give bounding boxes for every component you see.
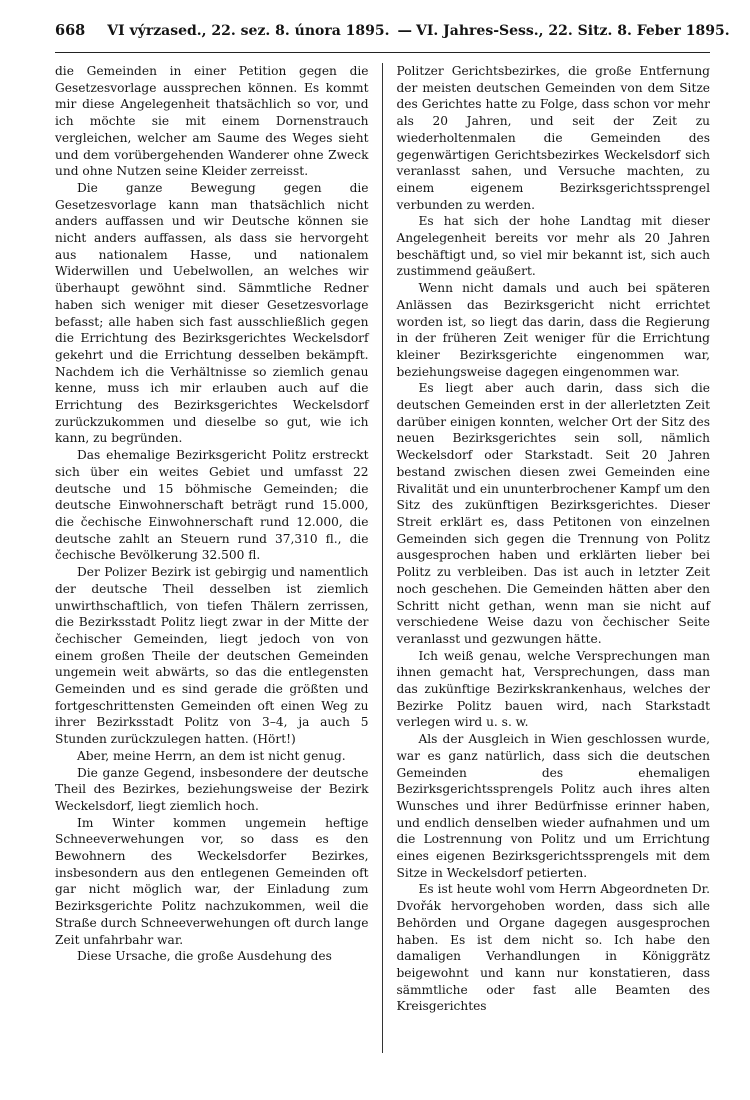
paragraph: Im Winter kommen ungemein heftige Schneeverwehungen vor, so dass es den Bewohnern des Weckelsdorfer Bezirkes, insbesondern aus den entlegenen Gemeinden oft gar nicht möglich war, der Einladung zum Bezirksgerichte Politz nachzukommen, weil die Straße durch Schneeverwehungen oft durch lange Zeit unfahrbahr war. (55, 815, 369, 947)
paragraph: die Gemeinden in einer Petition gegen die Gesetzesvorlage aussprechen können. Es kommt mir diese Angelegenheit thatsächlich so vor, und ich möchte sie mit einem Dornenstrauch vergleichen, welcher am Saume des Weges sieht und dem vorübergehenden Wanderer ohne Zweck und ohne Nutzen seine Kleider zerreisst. (55, 64, 369, 179)
paragraph: Aber, meine Herrn, an dem ist nicht genug. (77, 748, 346, 763)
paragraph: Wenn nicht damals und auch bei späteren Anlässen das Bezirksgericht nicht errichtet worden ist, so liegt das darin, dass die Regierung in der früheren Zeit weniger für die Errichtung kleiner Bezirksgerichte eingenommen war, beziehungsweise dagegen eingenommen war. (396, 281, 710, 379)
paragraph: Die ganze Gegend, insbesondere der deutsche Theil des Bezirkes, beziehungsweise der Bezirk Weckelsdorf, liegt ziemlich hoch. (55, 765, 369, 813)
paragraph: Die ganze Bewegung gegen die Gesetzesvorlage kann man thatsächlich nicht anders auffassen und wir Deutsche können sie nicht anders auffassen, als dass sie hervorgeht aus nationalem Hasse, und nationalem Widerwillen und Uebelwollen, an welches wir überhaupt gewöhnt sind. Sämmtliche Redner haben sich weniger mit dieser Gesetzesvorlage befasst; alle haben sich fast ausschließlich gegen die Errichtung des Bezirksgerichtes Weckelsdorf gekehrt und die Errichtung desselben bekämpft. Nachdem ich die Verhältnisse so ziemlich genau kenne, muss ich mir erlauben auch auf die Errichtung des Bezirksgerichtes Weckelsdorf zurückzukommen und dieselbe so gut, wie ich kann, zu begründen. (55, 180, 369, 446)
paragraph: Politzer Gerichtsbezirkes, die große Entfernung der meisten deutschen Gemeinden von dem Sitze des Gerichtes hatte zu Folge, dass schon vor mehr als 20 Jahren, und seit der Zeit zu wiederholtenmalen die Gemeinden des gegenwärtigen Gerichtsbezirkes Weckelsdorf sich veranlasst sahen, und Versuche machten, zu einem eigenem Bezirksgerichtssprengel verbunden zu werden. (396, 64, 710, 212)
right-column (396, 63, 710, 1073)
header-czech-session: VI výrzased., 22. sez. 8. února 1895. (107, 23, 390, 39)
column-divider (382, 63, 383, 1053)
paragraph: Diese Ursache, die große Ausdehung des (77, 949, 332, 964)
paragraph: Der Polizer Bezirk ist gebirgig und namentlich der deutsche Theil desselben ist ziemlich unwirthschaftlich, von tiefen Thälern zerrissen, die Bezirksstadt Politz liegt zwar in der Mitte der čechischer Gemeinden, liegt jedoch von von einem großen Theile der deutschen Gemeinden ungemein weit abwärts, so das die entlegensten Gemeinden und es sind gerade die größten und fortgeschrittensten Gemeinden oft einen Weg zu ihrer Bezirksstadt Politz von 3–4, ja auch 5 Stunden zurückzulegen hatten. (Hört!) (55, 565, 369, 747)
header-german-session: VI. Jahres-Sess., 22. Sitz. 8. Feber 1895. (416, 23, 730, 39)
paragraph: Es liegt aber auch darin, dass sich die deutschen Gemeinden erst in der allerletzten Zeit darüber einigen konnten, welcher Ort der Sitz des neuen Bezirksgerichtes sein soll, nämlich Weckelsdorf oder Starkstadt. Seit 20 Jahren bestand zwischen diesen zwei Gemeinden eine Rivalität und ein ununterbrochener Kampf um den Sitz des zukünftigen Bezirksgerichtes. Dieser Streit erklärt es, dass Petitonen von einzelnen Gemeinden sich gegen die Trennung von Politz ausgesprochen haben und erklärten lieber bei Politz zu verbleiben. Das ist auch in letzter Zeit noch geschehen. Die Gemeinden hätten aber den Schritt nicht gethan, wenn man sie nicht auf verschiedene Weise dazu von čechischer Seite veranlasst und gezwungen hätte. (396, 381, 710, 646)
header-separator: — (397, 22, 412, 39)
text-columns (55, 63, 710, 1073)
page-number: 668 (55, 22, 86, 39)
paragraph: Es hat sich der hohe Landtag mit dieser Angelegenheit bereits vor mehr als 20 Jahren beschäftigt und, so viel mir bekannt ist, sich auch zustimmend geäußert. (396, 214, 710, 279)
paragraph: Ich weiß genau, welche Versprechungen man ihnen gemacht hat, Versprechungen, dass man das zukünftige Bezirkskrankenhaus, welches der Bezirke Politz bauen wird, nach Starkstadt verlegen wird u. s. w. (396, 648, 710, 730)
running-header (55, 22, 730, 53)
paragraph: Das ehemalige Bezirksgericht Politz erstreckt sich über ein weites Gebiet und umfasst 22 deutsche und 15 böhmische Gemeinden; die deutsche Einwohnerschaft beträgt rund 15.000, die čechische Einwohnerschaft rund 12.000, die deutsche zahlt an Steuern rund 37,310 fl., die čechische Bevölkerung 32.500 fl. (55, 448, 369, 563)
left-column (55, 63, 369, 1073)
paragraph: Es ist heute wohl vom Herrn Abgeordneten Dr. Dvořák hervorgehoben worden, dass sich alle Behörden und Organe dagegen ausgesprochen haben. Es ist dem nicht so. Ich habe den damaligen Verhandlungen in Königgrätz beigewohnt und kann nur konstatieren, dass sämmtliche oder fast alle Beamten des Kreisgerichtes (396, 882, 710, 1014)
paragraph: Als der Ausgleich in Wien geschlossen wurde, war es ganz natürlich, dass sich die deutschen Gemeinden des ehemaligen Bezirksgerichtssprengels Politz auch ihres alten Wunsches und ihrer Bedürfnisse erinner haben, und endlich denselben wieder aufnahmen und um die Lostrennung von Politz und um Errichtung eines eigenen Bezirksgerichtssprengels mit dem Sitze in Weckelsdorf petierten. (396, 732, 710, 880)
